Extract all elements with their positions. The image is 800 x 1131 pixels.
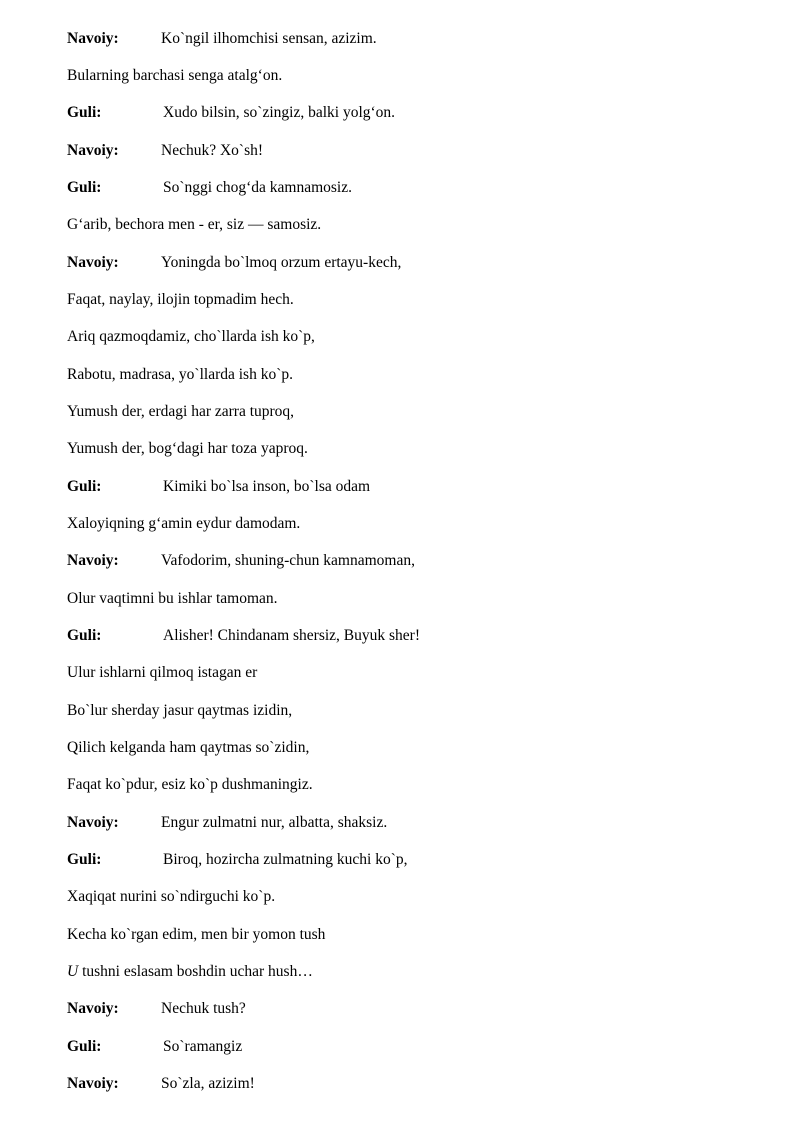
dialogue-text: Bularning barchasi senga atalg‘on. (67, 67, 283, 84)
speaker-name: Guli: (67, 104, 102, 121)
dialogue-text: Qilich kelganda ham qaytmas so`zidin, (67, 739, 310, 756)
dialogue-text: Kimiki bo`lsa inson, bo`lsa odam (163, 478, 371, 495)
dialogue-text: Olur vaqtimni bu ishlar tamoman. (67, 590, 278, 607)
speaker-name: Navoiy: (67, 552, 119, 569)
dialogue-text: G‘arib, bechora men - er, siz — samosiz. (67, 216, 322, 233)
speaker-name: Navoiy: (67, 30, 119, 47)
dialogue-text: Ariq qazmoqdamiz, cho`llarda ish ko`p, (67, 328, 315, 345)
dialogue-text: tushni eslasam boshdin uchar hush… (78, 963, 313, 980)
dialogue-line (67, 214, 321, 236)
dialogue-text: Rabotu, madrasa, yo`llarda ish ko`p. (67, 366, 293, 383)
dialogue-line (67, 513, 300, 535)
dialogue-text: Faqat, naylay, ilojin topmadim hech. (67, 291, 294, 308)
speaker-name: Navoiy: (67, 254, 119, 271)
dialogue-line (67, 924, 325, 946)
dialogue-text: So`nggi chog‘da kamnamosiz. (163, 179, 352, 196)
dialogue-line (67, 588, 278, 610)
dialogue-text: Vafodorim, shuning-chun kamnamoman, (161, 552, 415, 569)
dialogue-line (67, 364, 293, 386)
dialogue-line (67, 438, 308, 460)
dialogue-text: Kecha ko`rgan edim, men bir yomon tush (67, 926, 326, 943)
dialogue-text: So`zla, azizim! (161, 1075, 255, 1092)
dialogue-text: Bo`lur sherday jasur qaytmas izidin, (67, 702, 293, 719)
dialogue-line (67, 886, 275, 908)
dialogue-text: So`ramangiz (163, 1038, 243, 1055)
italic-lead-letter: U (67, 963, 79, 980)
dialogue-text: Biroq, hozircha zulmatning kuchi ko`p, (163, 851, 408, 868)
dialogue-line (67, 961, 313, 983)
dialogue-line (67, 774, 313, 796)
speaker-name: Navoiy: (67, 1075, 119, 1092)
dialogue-text: Nechuk tush? (161, 1000, 246, 1017)
speaker-name: Guli: (67, 851, 102, 868)
dialogue-line (67, 737, 309, 759)
speaker-name: Guli: (67, 627, 102, 644)
dialogue-text: Yumush der, erdagi har zarra tuproq, (67, 403, 295, 420)
speaker-name: Guli: (67, 179, 102, 196)
speaker-name: Navoiy: (67, 1000, 119, 1017)
dialogue-line (67, 289, 294, 311)
speaker-name: Navoiy: (67, 142, 119, 159)
dialogue-text: Alisher! Chindanam shersiz, Buyuk sher! (163, 627, 420, 644)
dialogue-line (67, 326, 315, 348)
dialogue-line (67, 662, 257, 684)
dialogue-text: Faqat ko`pdur, esiz ko`p dushmaningiz. (67, 776, 313, 793)
dialogue-text: Ko`ngil ilhomchisi sensan, azizim. (161, 30, 377, 47)
dialogue-text: Yumush der, bog‘dagi har toza yaproq. (67, 440, 308, 457)
speaker-name: Guli: (67, 478, 102, 495)
dialogue-text: Ulur ishlarni qilmoq istagan er (67, 664, 258, 681)
dialogue-text: Xaloyiqning g‘amin eydur damodam. (67, 515, 301, 532)
dialogue-line (67, 65, 282, 87)
speaker-name: Guli: (67, 1038, 102, 1055)
dialogue-text: Nechuk? Xo`sh! (161, 142, 264, 159)
dialogue-line (67, 700, 292, 722)
speaker-name: Navoiy: (67, 814, 119, 831)
dialogue-text: Xaqiqat nurini so`ndirguchi ko`p. (67, 888, 276, 905)
dialogue-text: Engur zulmatni nur, albatta, shaksiz. (161, 814, 388, 831)
dialogue-line (67, 401, 294, 423)
dialogue-text: Yoningda bo`lmoq orzum ertayu-kech, (161, 254, 402, 271)
dialogue-text: Xudo bilsin, so`zingiz, balki yolg‘on. (163, 104, 396, 121)
